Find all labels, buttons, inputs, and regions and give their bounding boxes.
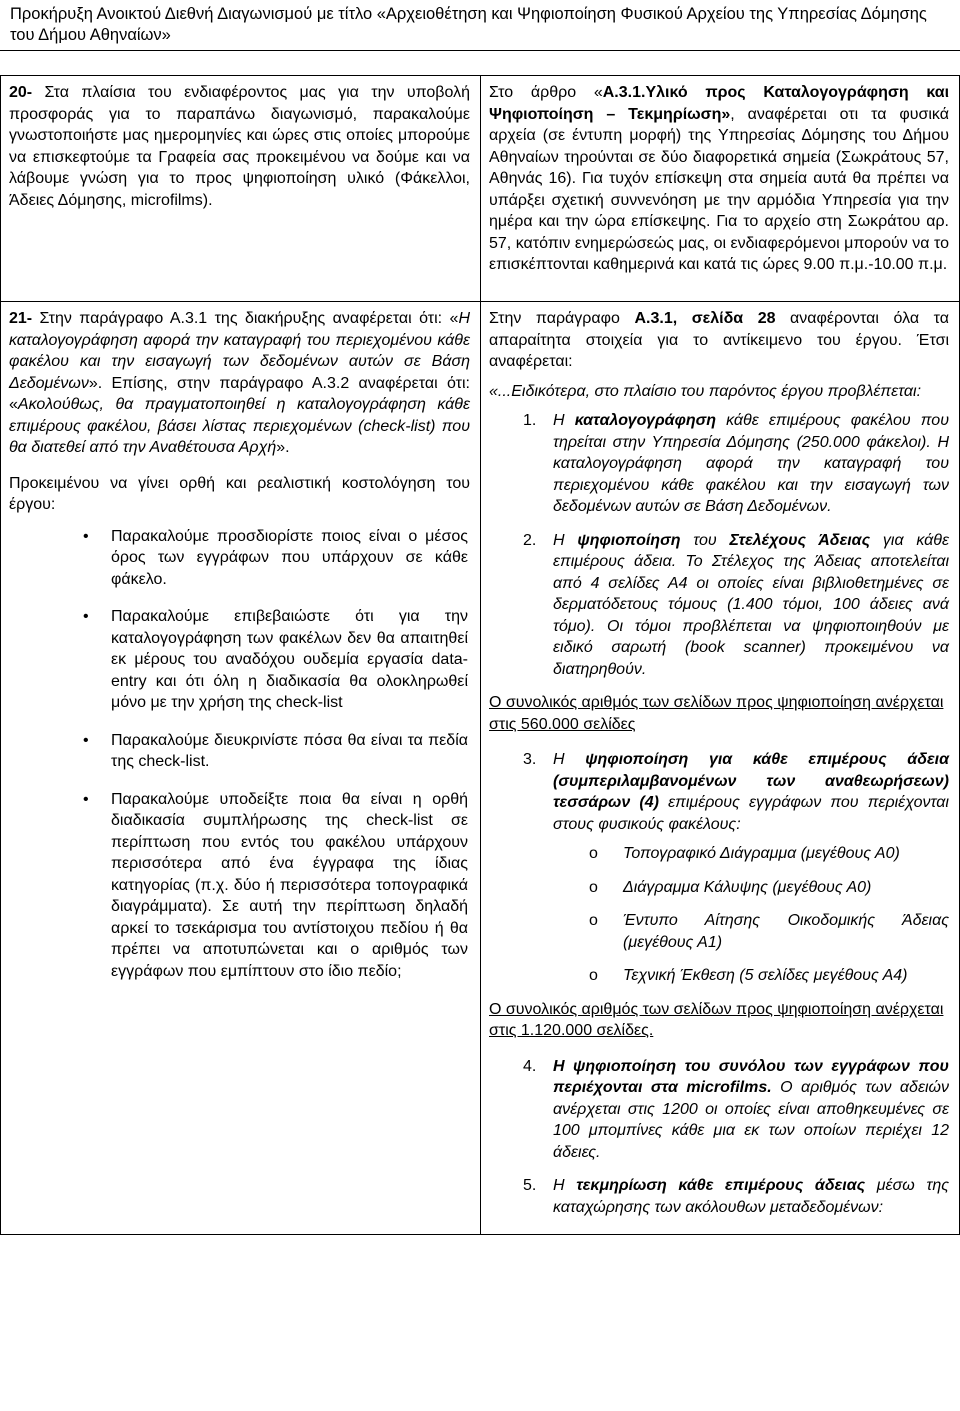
item-keyword: τεκμηρίωση κάθε επιμέρους άδειας [576,1177,866,1194]
item-text: Η [553,1177,577,1194]
list-item [489,1175,949,1218]
quoted-text: Η καταλογογράφηση αφορά την καταγραφή του περιεχομένου κάθε φακέλου και την εισαγωγή των δεδομένων αυτών σε Βάση Δεδομένων [9,310,470,392]
item-number: 2. [523,531,537,549]
answer-text: Στην παράγραφο [489,310,635,327]
sub-item-text: Έντυπο Αίτησης Οικοδομικής Άδειας (μεγέθους Α1) [623,912,949,951]
page-reference: Α.3.1, σελίδα 28 [634,310,776,327]
answer-cell [481,76,960,302]
item-text: μέσω της καταχώρησης των ακόλουθων μεταδεδομένων: [553,1177,950,1216]
questions-table [0,75,960,1235]
question-cell [1,302,481,1235]
answer-text: αναφέρονται όλα τα απαραίτητα στοιχεία για το αντίκειμενο του έργου. Έτσι αναφέρεται: [489,310,950,370]
sub-item-text: Τεχνική Έκθεση (5 σελίδες μεγέθους Α4) [623,967,908,984]
sub-item-text: Τοπογραφικό Διάγραμμα (μεγέθους Α0) [623,845,900,862]
item-keyword: Η ψηφιοποίηση του συνόλου των εγγράφων που περιέχονται στα microfilms. [553,1057,949,1096]
total-text: Ο συνολικός αριθμός των σελίδων προς ψηφιοποίηση ανέρχεται στις 560.000 σελίδες [489,694,944,733]
list-item [489,1056,949,1164]
question-number: 20- [9,84,33,101]
item-text: για κάθε επιμέρους άδεια. Το Στέλεχος της Άδειας αποτελείται από 4 σελίδες Α4 οι οποίες είναι βιβλιοθετημένες σε δερματόδετους τόμους (1.400 τόμοι, 100 άδειες ανά τόμο). Οι τόμοι προβλέπεται να ψηφιοποιηθούν με ειδικό σαρωτή (book scanner) προκειμένου να διατηρηθούν. [553,531,949,678]
item-text: Η [553,412,575,429]
header-rule [0,50,960,51]
table-row [1,76,960,302]
total-pages-note [489,692,949,735]
list-item: • Παρακαλούμε διευκρινίστε πόσα θα είναι τα πεδία της check-list. [9,730,470,773]
item-number: 4. [523,1057,537,1075]
sub-list-item [489,965,949,987]
document-header [10,4,950,46]
numbered-list [489,1056,949,1219]
numbered-list [489,749,949,987]
item-keyword: ψηφιοποίηση για κάθε επιμέρους άδεια (συμπεριλαμβανομένων των αναθεωρήσεων) τεσσάρων (4) [553,751,949,811]
list-item [489,410,949,518]
answer-cell [481,302,960,1235]
item-number: 3. [523,751,537,768]
answer-paragraph [489,308,949,373]
list-item [489,749,949,987]
item-text: κάθε επιμέρους φακέλου που τηρείται στην Υπηρεσία Δόμησης (250.000 φάκελοι). Η καταλογογράφηση αφορά την καταγραφή του περιεχομένου κάθε φακέλου και την εισαγωγή των δεδομένων αυτών σε Βάση Δεδομένων. [553,412,949,515]
item-text: επιμέρους εγγράφων που περιέχονται στους φυσικούς φακέλους: [553,794,949,833]
item-text: Η [553,531,578,549]
question-paragraph [9,308,470,459]
item-keyword: Στελέχους Άδειας [729,531,871,549]
list-item: • Παρακαλούμε υποδείξτε ποια θα είναι η ορθή διαδικασία συμπλήρωσης της check-list σε περίπτωση που εντός του φακέλου υπάρχουν περισσότερα από ένα έγγραφα της ίδιας κατηγορίας (π.χ. δύο ή περισσότερα τοπογραφικά διαγράμματα). Σε αυτή την περίπτωση δηλαδή αρκεί το τσεκάρισμα του αντίστοιχου πεδίου ή θα πρέπει να αποτυπώνεται και ο αριθμός των εγγράφων που εμπίπτουν στο ίδιο πεδίο; [9,789,470,983]
answer-text-pre: Στο άρθρο « [489,84,603,101]
item-text: του [680,531,730,549]
numbered-list [489,410,949,680]
item-keyword: ψηφιοποίηση [577,531,681,549]
item-text: Η [553,751,586,768]
question-paragraph: Προκειμένου να γίνει ορθή και ρεαλιστική κοστολόγηση του έργου: [9,474,470,513]
question-cell [1,76,481,302]
question-text: Στα πλαίσια του ενδιαφέροντος μας για την υποβολή προσφοράς για το παραπάνω διαγωνισμό, παρακαλούμε γνωστοποιήστε μας ημερομηνίες και ώρες στις οποίες μπορούμε να επισκεφτούμε τα Γραφεία σας προκειμένου να δούμε και να λάβουμε γνώση για το προς ψηφιοποίηση υλικό (Φάκελλοι, Άδειες Δόμησης, microfilms). [9,84,470,209]
sub-list-item [489,877,949,899]
request-list [9,526,470,983]
list-item: • Παρακαλούμε προσδιορίστε ποιος είναι ο μέσος όρος των εγγράφων που υπάρχουν σε κάθε φάκελο. [9,526,470,591]
quote-intro [489,381,949,403]
total-pages-note [489,999,949,1042]
item-number: 5. [523,1177,537,1194]
sub-item-text: Διάγραμμα Κάλυψης (μεγέθους Α0) [623,878,872,896]
item-number: 1. [523,412,537,429]
item-keyword: καταλογογράφηση [574,412,716,429]
question-text: ». [276,439,290,456]
sub-list-item [489,843,949,865]
question-text: ». Επίσης, στην παράγραφο Α.3.2 αναφέρεται ότι: « [9,374,470,413]
item-text: Ο αριθμός των αδειών ανέρχεται στις 1200 οι οποίες είναι αποθηκευμένες σε 100 μπομπίνες κάθε μια εκ των οποίων περιέχει 12 άδειες. [553,1079,949,1161]
quoted-text: Ακολούθως, θα πραγματοποιηθεί η καταλογογράφηση κάθε επιμέρους φακέλου, βάσει λίστας περιεχομένων (check-list) που θα διατεθεί από την Αναθέτουσα Αρχή [9,396,470,456]
question-number: 21- [9,310,33,327]
sub-list-item [489,910,949,953]
answer-article-ref: Α.3.1.Υλικό προς Καταλογογράφηση και Ψηφιοποίηση – Τεκμηρίωση» [489,84,950,123]
answer-text: , αναφέρεται οτι τα φυσικά αρχεία (σε έντυπη μορφή) της Υπηρεσίας Δόμησης του Δήμου Αθηναίων τηρούνται σε δύο διαφορετικά σημεία (Σωκράτους 57, Αθηνάς 16). Για τυχόν επίσκεψη στα σημεία αυτά θα πρέπει να υπάρξει σχετική συννενόηση με την αρμόδια Υπηρεσία για την ημέρα και την ώρα επίσκεψης. Για το αρχείο στη Σωκράτου αρ. 57, κατόπιν ενημερώσεώς μας, οι ενδιαφερόμενοι μπορούν να το επισκέπτονται καθημερινά και κατά τις ώρες 9.00 π.μ.-10.00 π.μ. [489,105,949,273]
table-row [1,302,960,1235]
question-text: Στην παράγραφο Α.3.1 της διακήρυξης αναφέρεται ότι: « [32,310,459,327]
list-item [489,530,949,681]
list-item: • Παρακαλούμε επιβεβαιώστε ότι για την καταλογογράφηση των φακέλων δεν θα απαιτηθεί εκ μέρους του αναδόχου ουδεμία εργασία data-entry και ότι όλη η διαδικασία θα ολοκληρωθεί μόνο με την χρήση της check-list [9,606,470,714]
sub-list [489,843,949,987]
quote-text: «...Ειδικότερα, στο πλαίσιο του παρόντος έργου προβλέπεται: [489,382,922,400]
total-text: Ο συνολικός αριθμός των σελίδων προς ψηφιοποίηση ανέρχεται στις 1.120.000 σελίδες. [489,1000,944,1039]
document-title: Προκήρυξη Ανοικτού Διεθνή Διαγωνισμού με τίτλο «Αρχειοθέτηση και Ψηφιοποίηση Φυσικού Αρχείου της Υπηρεσίας Δόμησης του Δήμου Αθηναίων» [10,5,927,44]
